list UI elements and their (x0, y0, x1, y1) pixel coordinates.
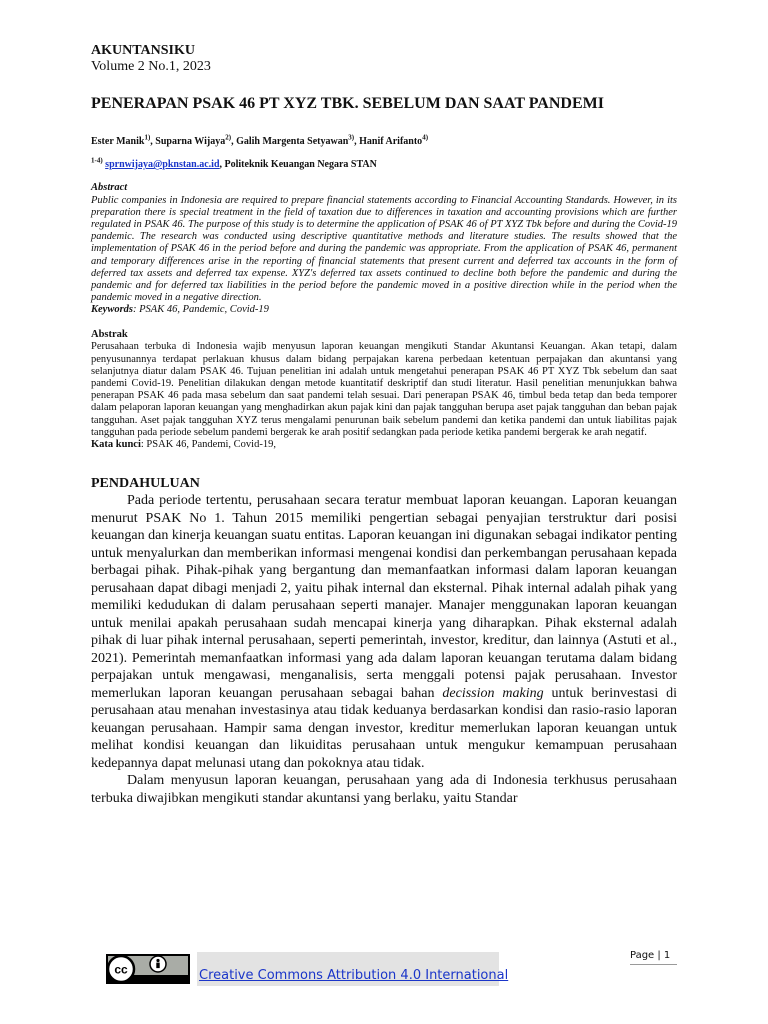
by-person-head (156, 959, 159, 962)
page-number-rule (630, 964, 677, 965)
abstrak-body: Perusahaan terbuka di Indonesia wajib menyusun laporan keuangan mengikuti Standar Akuntansi Keuangan. Akan tetapi, dalam penyusunannya terdapat perlakuan khusus dalam bidang perpajakan karena perbedaan ketentuan perpajakan dan akuntansi yang selanjutnya diatur dalam PSAK 46. Tujuan penelitian ini adalah untuk mengetahui penerapan PSAK 46 PT XYZ Tbk sebelum dan saat pandemi Covid-19. Penelitian dilakukan dengan metode kuantitatif deskriptif dan studi literatur. Hasil penelitian menunjukkan bahwa penerapan PSAK 46 pada masa sebelum dan saat pandemi telah sesuai. Dari penerapan PSAK 46, timbul beda tetap dan beda temporer dalam pelaporan laporan keuangan yang menghadirkan akun pajak kini dan pajak tangguhan berupa aset pajak tangguhan dan beban pajak tangguhan. Aset pajak tangguhan XYZ terus mengalami penurunan baik sebelum pandemi dan ketika pandemi dan untuk liabilitas pajak tangguhan pada periode sebelum pandemi bergerak ke arah positif sedangkan pada periode ketika pandemi bergerak ke arah negatif. (91, 341, 677, 438)
author-name: Galih Margenta Setyawan (236, 136, 349, 147)
intro-paragraph-2: Dalam menyusun laporan keuangan, perusahaan yang ada di Indonesia terkhusus perusahaan terbuka diwajibkan mengikuti standar akuntansi yang berlaku, yaitu Standar (91, 773, 677, 806)
abstrak-keywords (91, 439, 677, 452)
abstrak-heading: Abstrak (91, 328, 128, 340)
affiliation-mark: 1-4) (91, 156, 103, 165)
by-person-body (156, 963, 159, 969)
page-content (91, 43, 677, 807)
license-link[interactable]: Creative Commons Attribution 4.0 International (199, 968, 509, 983)
affiliation-institution: , Politeknik Keuangan Negara STAN (219, 159, 377, 170)
intro-p1-text-b: untuk berinvestasi di perusahaan atau menahan investasinya atau tidak keduanya berdasarkan kondisi dan rasio-rasio laporan keuangan perusahaan. Hampir sama dengan investor, kreditur memerlukan laporan keuangan untuk melihat kondisi keuangan dan likuiditas perusahaan untuk mengukur kemampuan perusahaan kedepannya dapat melunasi utang dan pokoknya atau tidak. (91, 685, 678, 771)
intro-paragraph-1 (91, 492, 677, 772)
cc-by-badge-icon[interactable] (106, 954, 190, 984)
page-footer (0, 950, 768, 990)
author-name: Suparna Wijaya (155, 136, 226, 147)
author-email-link[interactable]: sprnwijaya@pknstan.ac.id (105, 159, 220, 170)
kata-kunci-label: Kata kunci (91, 438, 141, 450)
cc-glyph: cc (114, 962, 128, 977)
author-separator: , (354, 136, 360, 147)
author-mark: 4) (422, 133, 429, 142)
journal-volume: Volume 2 No.1, 2023 (91, 59, 211, 74)
abstract-keywords (91, 304, 677, 317)
abstract-body: Public companies in Indonesia are required to prepare financial statements according to Financial Accounting Standards. However, in its preparation there is special treatment in the field of taxation due to differences in taxation and accounting provisions which are further regulated in PSAK 46. The purpose of this study is to determine the application of PSAK 46 of PT XYZ Tbk before and during the Covid-19 pandemic. The research was conducted using descriptive quantitative methods and literature studies. The results showed that the implementation of PSAK 46 in the period before and during the pandemic was appropriate. From the application of PSAK 46, permanent and temporary differences arise in the reporting of financial statements that present current and deferred tax accounts in the form of deferred tax assets and deferred tax expense. XYZ's deferred tax assets continued to decline both before the pandemic and during the pandemic and for deferred tax liabilities in the period before the pandemic moved in a positive direction while in the period when the pandemic moved in a negative direction. (91, 194, 677, 304)
intro-p1-text-a: Pada periode tertentu, perusahaan secara teratur membuat laporan keuangan. Laporan keuangan menurut PSAK No 1. Tahun 2015 memiliki pengertian sebagai penyajian terstruktur dari posisi keuangan dan kinerja keuangan suatu entitas. Laporan keuangan ini digunakan sebagai indikator penting untuk menyalurkan dan memberikan informasi mengenai kondisi dan perkembangan perusahaan kepada berbagai pihak. Pihak-pihak yang bergantung dan memanfaatkan informasi dalam laporan keuangan perusahaan dapat dibagi menjadi 2, yaitu pihak internal dan eksternal. Pihak internal adalah pihak yang memiliki kedudukan di dalam perusahaan seperti manajer. Manajer menggunakan laporan keuangan untuk menilai apakah perusahaan sudah mencapai kinerja yang diharapkan. Pihak eksternal adalah pihak di luar pihak internal perusahaan, seperti pemerintah, investor, kreditur, dan lainnya (Astuti et al., 2021). Pemerintah memanfaatkan informasi yang ada dalam laporan keuangan terutama dalam bidang perpajakan untuk mengawasi, menganalisis, serta menggali potensi pajak perusahaan. Investor memerlukan laporan keuangan perusahaan sebagai bahan (91, 493, 677, 701)
author-name: Hanif Arifanto (359, 136, 423, 147)
author-list (91, 135, 677, 148)
section-heading-pendahuluan: PENDAHULUAN (91, 476, 200, 492)
author-affiliation (91, 158, 677, 171)
kata-kunci-text: : PSAK 46, Pandemi, Covid-19, (140, 438, 276, 450)
page-number: Page | 1 (630, 950, 671, 961)
abstract-heading: Abstract (91, 182, 128, 193)
paper-title: PENERAPAN PSAK 46 PT XYZ TBK. SEBELUM DAN SAAT PANDEMI (91, 95, 604, 112)
author-mark: 1) (144, 133, 151, 142)
author-name: Ester Manik (91, 136, 145, 147)
journal-name: AKUNTANSIKU (91, 43, 195, 58)
author-separator: , (231, 136, 237, 147)
author-mark: 3) (348, 133, 355, 142)
keywords-label: Keywords (91, 304, 133, 316)
keywords-text: : PSAK 46, Pandemic, Covid-19 (133, 304, 269, 316)
author-mark: 2) (225, 133, 232, 142)
intro-p1-italic-term: decission making (442, 685, 544, 701)
author-separator: , (150, 136, 156, 147)
